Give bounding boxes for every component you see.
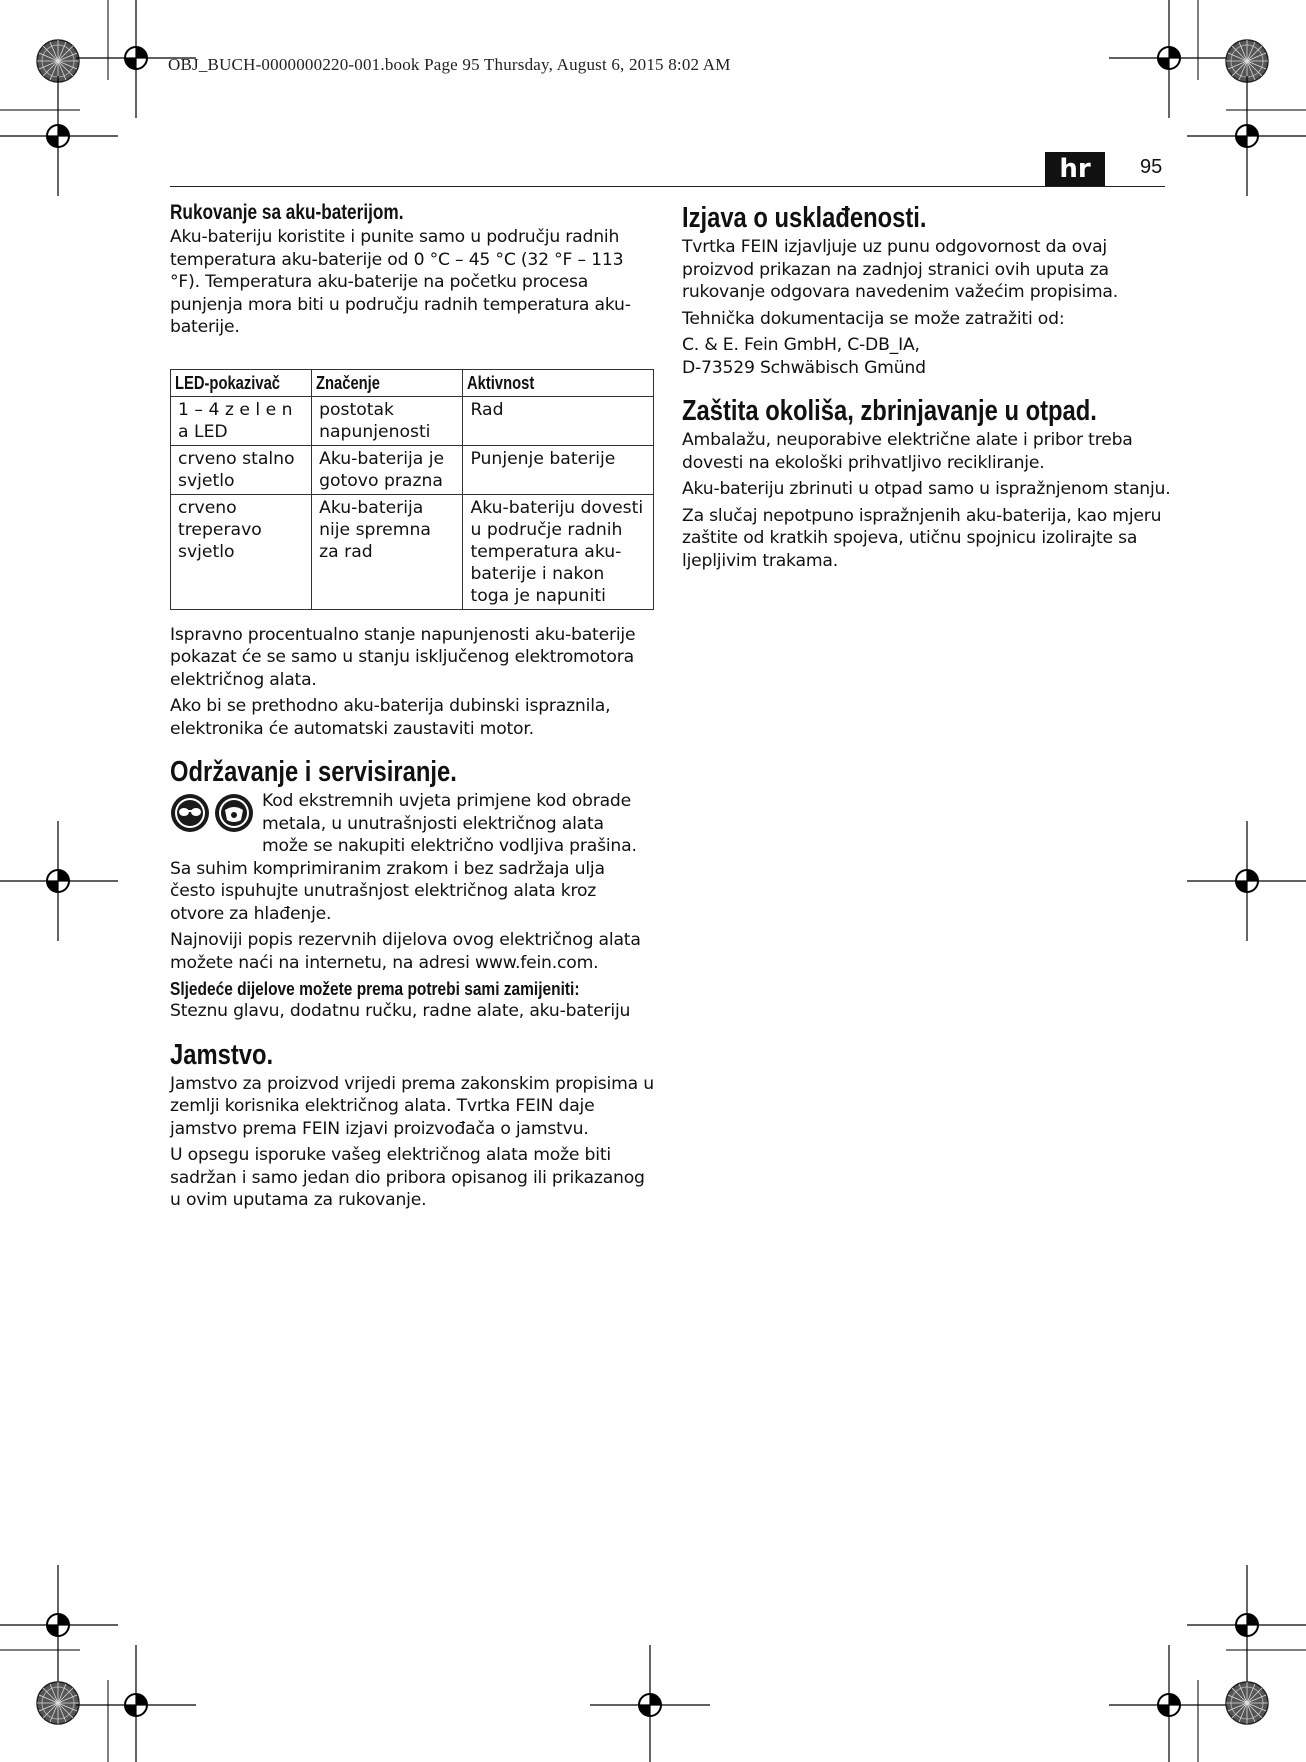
replaceable-parts-list: Steznu glavu, dodatnu ručku, radne alate, aku-bateriju <box>170 1001 631 1021</box>
environment-paragraph: Aku-bateriju zbrinuti u otpad samo u ispražnjenom stanju. <box>682 479 1171 499</box>
registration-mark-icon <box>1109 1645 1229 1762</box>
warranty-paragraph: U opsegu isporuke vašeg električnog alata može biti sadržan i samo jedan dio pribora opisanog ili prikazanog u ovim uputama za rukovanje. <box>170 1145 645 1210</box>
environment-paragraph: Ambalažu, neuporabive električne alate i pribor treba dovesti na ekološki prihvatljivo recikliranje. <box>682 430 1133 473</box>
warranty-paragraph: Jamstvo za proizvod vrijedi prema zakonskim propisima u zemlji korisnika električnog alata. Tvrtka FEIN daje jamstvo prema FEIN izjavi proizvođača o jamstvu. <box>170 1073 654 1139</box>
registration-mark-icon <box>590 1645 710 1762</box>
left-column <box>170 200 654 1216</box>
color-target-icon <box>1226 40 1268 82</box>
right-column <box>682 200 1172 576</box>
conformity-heading: Izjava o usklađenosti. <box>682 202 927 234</box>
table-cell: 1 – 4 z e l e n a LED <box>171 396 312 445</box>
battery-heading: Rukovanje sa aku-baterijom. <box>170 201 404 224</box>
color-target-icon <box>37 40 79 82</box>
led-table <box>170 369 654 610</box>
charge-state-paragraph: Ispravno procentualno stanje napunjenosti aku-baterije pokazat će se samo u stanju isključenog elektromotora električnog alata. <box>170 624 636 690</box>
table-cell: crveno stalno svjetlo <box>171 445 312 494</box>
registration-mark-icon <box>1187 76 1306 196</box>
safety-goggles-icon <box>171 794 209 832</box>
registration-mark-icon <box>1187 821 1306 941</box>
language-badge: hr <box>1045 152 1105 186</box>
led-table-header-row <box>171 369 654 396</box>
book-header-line: OBJ_BUCH-0000000220-001.book Page 95 Thursday, August 6, 2015 8:02 AM <box>168 55 731 74</box>
registration-mark-icon <box>76 1645 196 1762</box>
table-cell: Rad <box>463 396 654 445</box>
table-cell: Aku-baterija je gotovo prazna <box>312 445 463 494</box>
battery-paragraph: Aku-bateriju koristite i punite samo u području radnih temperatura aku-baterije od 0 °C – 45 °C (32 °F – 113 °F). Temperatura aku-baterije na početku procesa punjenja mora biti u području radnih temperatura aku-baterije. <box>170 227 631 337</box>
header-rule <box>170 186 1165 187</box>
registration-mark-icon <box>1187 1565 1306 1685</box>
conformity-paragraph: Tvrtka FEIN izjavljuje uz punu odgovornost da ovaj proizvod prikazan na zadnjoj stranici ovih uputa za rukovanje odgovara navedenim važećim propisima. <box>682 237 1118 302</box>
registration-mark-icon <box>1109 0 1229 118</box>
dust-mask-icon <box>215 794 253 832</box>
replaceable-parts-heading: Sljedeće dijelove možete prema potrebi sami zamijeniti: <box>170 979 580 999</box>
spare-parts-paragraph: Najnoviji popis rezervnih dijelova ovog električnog alata možete naći na internetu, na adresi www.fein.com. <box>170 930 641 973</box>
led-table-header: Značenje <box>312 369 463 396</box>
maintenance-heading: Održavanje i servisiranje. <box>170 756 457 788</box>
deep-discharge-paragraph: Ako bi se prethodno aku-baterija dubinski ispraznila, elektronika će automatski zaustaviti motor. <box>170 696 611 739</box>
table-row <box>171 494 654 609</box>
table-cell: postotak napunjenosti <box>312 396 463 445</box>
environment-paragraph: Za slučaj nepotpuno ispražnjenih aku-baterija, kao mjeru zaštite od kratkih spojeva, utičnu spojnicu izolirajte sa ljepljivim trakama. <box>682 505 1162 571</box>
table-cell: Aku-bateriju dovesti u područje radnih temperatura aku-baterije i nakon toga je napuniti <box>463 494 654 609</box>
table-row <box>171 396 654 445</box>
environment-heading: Zaštita okoliša, zbrinjavanje u otpad. <box>682 395 1097 427</box>
address-line: D-73529 Schwäbisch Gmünd <box>682 357 926 378</box>
registration-mark-icon <box>0 1565 118 1685</box>
maintenance-icon-block <box>170 790 654 925</box>
maintenance-paragraph: Kod ekstremnih uvjeta primjene kod obrade metala, u unutrašnjosti električnog alata može se nakupiti električno vodljiva prašina. Sa suhim komprimiranim zrakom i bez sadržaja ulja često ispuhujte unutrašnjost električnog alata kroz otvore za hlađenje. <box>170 791 637 924</box>
table-row <box>171 445 654 494</box>
conformity-paragraph: Tehnička dokumentacija se može zatražiti od: <box>682 308 1065 329</box>
led-table-header: Aktivnost <box>463 369 654 396</box>
table-cell: Aku-baterija nije spremna za rad <box>312 494 463 609</box>
maintenance-icons <box>170 792 258 836</box>
address-line: C. & E. Fein GmbH, C-DB_IA, <box>682 335 920 355</box>
color-target-icon <box>37 1682 79 1724</box>
registration-mark-icon <box>0 821 118 941</box>
registration-mark-icon <box>0 76 118 196</box>
color-target-icon <box>1226 1682 1268 1724</box>
warranty-heading: Jamstvo. <box>170 1038 274 1071</box>
table-cell: crveno treperavo svjetlo <box>171 494 312 609</box>
led-table-header: LED-pokazivač <box>171 369 312 396</box>
page-number: 95 <box>1140 156 1163 178</box>
table-cell: Punjenje baterije <box>463 445 654 494</box>
